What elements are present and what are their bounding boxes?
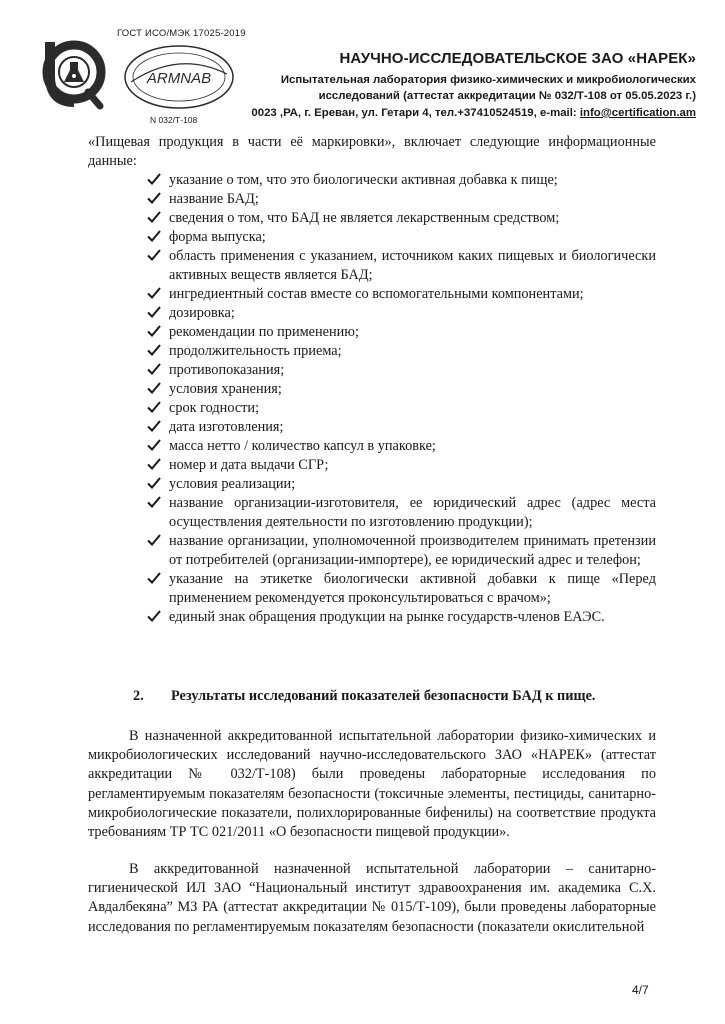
list-item — [146, 399, 656, 418]
list-item-text: продолжительность приема; — [169, 343, 342, 359]
checkmark-icon — [146, 285, 162, 301]
checkmark-icon — [146, 380, 162, 396]
list-item — [146, 475, 656, 494]
list-item-text: указание на этикетке биологически активной добавки к пище «Перед применением рекомендуется проконсультироваться с врачом»; — [169, 571, 656, 606]
checkmark-icon — [146, 247, 162, 263]
list-item — [146, 228, 656, 247]
intro-paragraph: «Пищевая продукция в части её маркировки», включает следующие информационные данные: — [88, 134, 656, 169]
list-item-text: название организации, уполномоченной производителем принимать претензии от потребителей (организации-импортере), ее юридический адрес и телефон; — [169, 533, 656, 568]
list-item-text: масса нетто / количество капсул в упаковке; — [169, 438, 436, 454]
list-item-text: дозировка; — [169, 305, 235, 321]
checkmark-icon — [146, 361, 162, 377]
list-item — [146, 209, 656, 228]
list-item-text: ингредиентный состав вместе со вспомогательными компонентами; — [169, 286, 584, 302]
list-item — [146, 247, 656, 285]
list-item — [146, 418, 656, 437]
lab-emblem-logo — [30, 36, 108, 114]
organization-subtitle — [256, 72, 696, 104]
list-item — [146, 171, 656, 190]
subtitle-line-1: Испытательная лаборатория физико-химических и микробиологических — [280, 74, 696, 86]
organization-address — [200, 107, 696, 119]
list-item — [146, 304, 656, 323]
email-link[interactable]: info@certification.am — [579, 107, 696, 119]
list-item-text: название организации-изготовителя, ее юридический адрес (адрес места осуществления деятельности по изготовлению продукции); — [169, 495, 656, 530]
checkmark-icon — [146, 209, 162, 225]
list-item — [146, 608, 656, 627]
checkmark-icon — [146, 456, 162, 472]
list-item-text: условия хранения; — [169, 381, 282, 397]
list-item-text: рекомендации по применению; — [169, 324, 359, 340]
results-paragraph-2: В аккредитованной назначенной испытательной лаборатории – санитарно-гигиенической ИЛ ЗАО “Национальный институт здравоохранения им. академика С.Х. Авдалбекяна” МЗ РА (аттестат аккредитации № 015/Т-109), были проведены лабораторные исследования по регламентируемым показателям безопасности (показатели окислительной — [88, 861, 656, 935]
list-item — [146, 570, 656, 608]
list-item-text: сведения о том, что БАД не является лекарственным средством; — [169, 210, 560, 226]
checkmark-icon — [146, 171, 162, 187]
list-item — [146, 456, 656, 475]
list-item — [146, 190, 656, 209]
accreditation-mark: N 032/Т-108 — [150, 115, 198, 125]
checkmark-icon — [146, 304, 162, 320]
list-item-text: условия реализации; — [169, 476, 296, 492]
list-item — [146, 285, 656, 304]
checkmark-icon — [146, 475, 162, 491]
list-item-text: номер и дата выдачи СГР; — [169, 457, 329, 473]
subtitle-line-2: исследований (аттестат аккредитации № 032/Т-108 от 05.05.2023 г.) — [318, 90, 696, 102]
list-item-text: противопоказания; — [169, 362, 285, 378]
labeling-requirements-list — [146, 171, 656, 627]
checkmark-icon — [146, 228, 162, 244]
standard-label: ГОСТ ИСО/МЭК 17025-2019 — [117, 28, 246, 39]
list-item — [146, 494, 656, 532]
list-item-text: форма выпуска; — [169, 229, 266, 245]
list-item-text: единый знак обращения продукции на рынке государств-членов ЕАЭС. — [169, 609, 605, 625]
list-item — [146, 342, 656, 361]
checkmark-icon — [146, 323, 162, 339]
armnab-logo — [123, 44, 235, 110]
checkmark-icon — [146, 570, 162, 586]
checkmark-icon — [146, 342, 162, 358]
list-item — [146, 323, 656, 342]
checkmark-icon — [146, 190, 162, 206]
list-item — [146, 437, 656, 456]
checkmark-icon — [146, 532, 162, 548]
address-text: 0023 ,РА, г. Ереван, ул. Гетари 4, тел.+37410524519, e-mail: — [251, 107, 580, 119]
section-number: 2. — [133, 688, 144, 704]
checkmark-icon — [146, 494, 162, 510]
list-item-text: дата изготовления; — [169, 419, 284, 435]
page-number: 4/7 — [632, 983, 649, 997]
checkmark-icon — [146, 418, 162, 434]
checkmark-icon — [146, 608, 162, 624]
organization-title: НАУЧНО-ИССЛЕДОВАТЕЛЬСКОЕ ЗАО «НАРЕК» — [339, 50, 696, 67]
list-item — [146, 532, 656, 570]
list-item — [146, 380, 656, 399]
checkmark-icon — [146, 399, 162, 415]
checkmark-icon — [146, 437, 162, 453]
section-title: Результаты исследований показателей безопасности БАД к пище. — [171, 688, 596, 704]
armnab-logo-text: ARMNAB — [146, 70, 212, 87]
list-item — [146, 361, 656, 380]
results-paragraph-1: В назначенной аккредитованной испытательной лаборатории физико-химических и микробиологических исследований научно-исследовательского ЗАО «НАРЕК» (аттестат аккредитации № 032/Т-108) были проведены лабораторные исследования по регламентируемым показателям безопасности (токсичные элементы, пестициды, санитарно-микробиологические показатели, полихлорированные бифенилы) на соответствие продукта требованиям ТР ТС 021/2011 «О безопасности пищевой продукции». — [88, 728, 656, 841]
list-item-text: область применения с указанием, источником каких пищевых и биологически активных веществ является БАД; — [169, 248, 656, 283]
list-item-text: срок годности; — [169, 400, 260, 416]
list-item-text: название БАД; — [169, 191, 259, 207]
list-item-text: указание о том, что это биологически активная добавка к пище; — [169, 172, 558, 188]
